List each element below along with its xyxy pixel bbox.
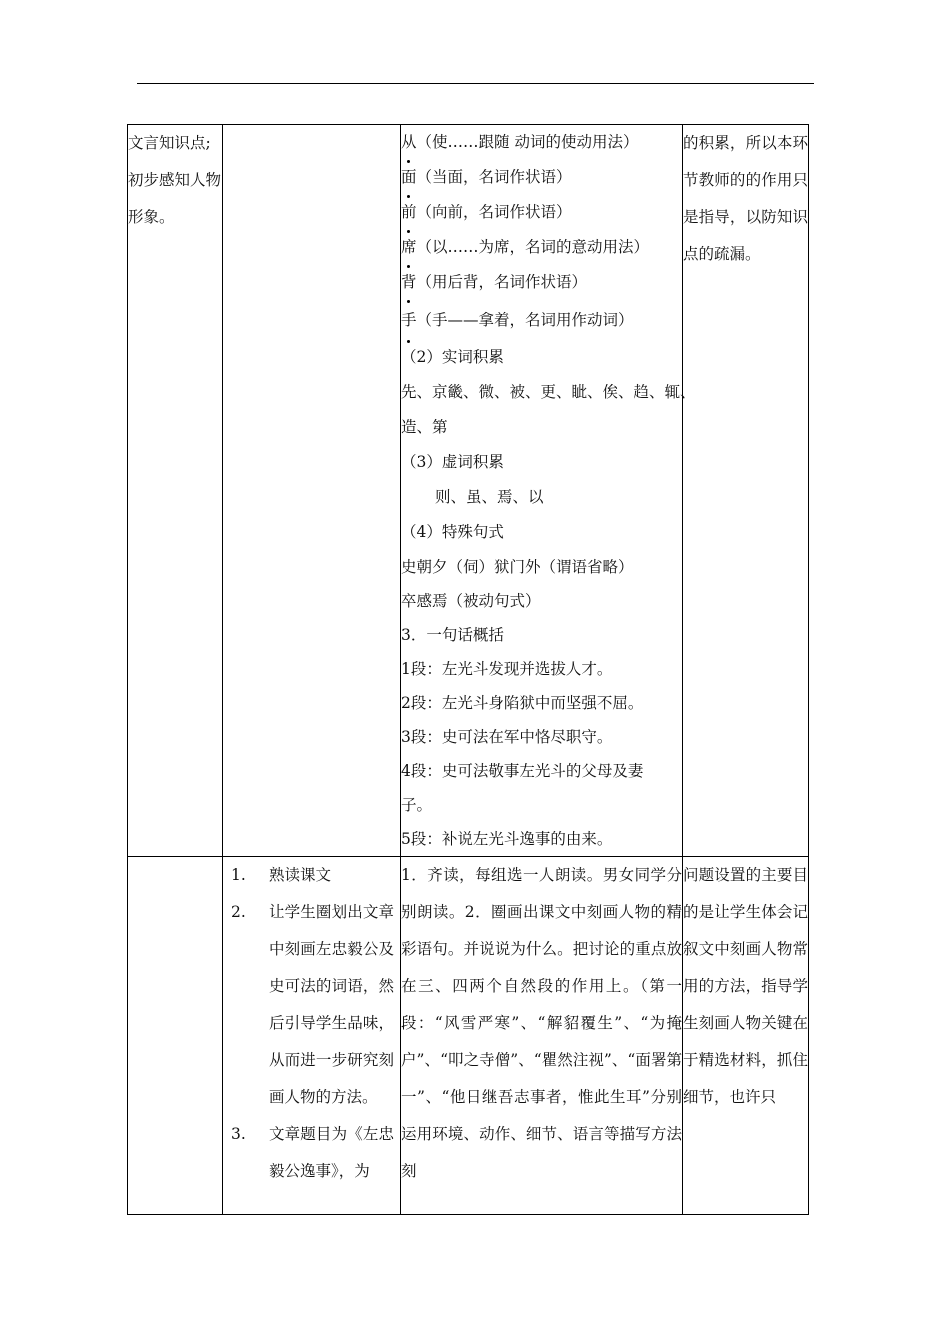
paragraph-summary: 4段：史可法敬事左光斗的父母及妻: [401, 762, 644, 780]
usage-line: 前（向前，名词作状语）: [401, 195, 682, 230]
paragraph-summary: 3段：史可法在军中恪尽职守。: [401, 728, 613, 746]
paragraph-summary: 1段：左光斗发现并选拔人才。: [401, 660, 613, 678]
row2-content-cell: 1．齐读，每组选一人朗读。男女同学分别朗读。2．圈画出课文中刻画人物的精彩语句。并说说为什么。把讨论的重点放在三、四两个自然段的作用上。（第一段：“风雪严寒”、“解貂覆生”、“为掩户”、“叩之寺僧”、“瞿然注视”、“面署第一”、“他日继吾志事者，惟此生耳”分别运用环境、动作、细节、语言等描写方法刻: [401, 857, 683, 1215]
usage-line: 手（手——拿着，名词用作动词）: [401, 300, 682, 340]
row1-note-cell: 的积累，所以本环节教师的的作用只是指导，以防知识点的疏漏。: [683, 125, 809, 857]
teshu-heading: （4）特殊句式: [401, 523, 504, 541]
paragraph-summary: 2段：左光斗身陷狱中而坚强不屈。: [401, 694, 644, 712]
usage-line: 面（当面，名词作状语）: [401, 160, 682, 195]
summary-heading: 3．一句话概括: [401, 626, 504, 644]
shici-heading: （2）实词积累: [401, 348, 504, 366]
row1-objective-cell: 文言知识点;初步感知人物形象。: [128, 125, 223, 857]
row1-content-cell: [401, 125, 696, 857]
shici-line: 先、京畿、微、被、更、眦、俟、趋、辄、: [401, 383, 696, 401]
usage-line: 席（以……为席，名词的意动用法）: [401, 230, 682, 265]
teshu-example: 卒感焉（被动句式）: [401, 592, 541, 610]
paragraph-summary: 子。: [401, 796, 433, 814]
header-rule: [137, 83, 814, 84]
paragraph-summary: 5段：补说左光斗逸事的由来。: [401, 830, 613, 848]
xuci-words: 则、虽、焉、以: [435, 488, 544, 506]
list-item: 3. 文章题目为《左忠毅公逸事》，为: [231, 1125, 394, 1180]
usage-line: 背（用后背，名词作状语）: [401, 265, 682, 300]
list-item: 1. 熟读课文: [231, 866, 332, 884]
row2-objective-cell: [128, 857, 223, 1215]
table-row: [128, 125, 809, 857]
table-row: [128, 857, 809, 1215]
xuci-heading: （3）虚词积累: [401, 453, 504, 471]
row2-activity-cell: [223, 857, 401, 1215]
row2-note-cell: 问题设置的主要目的是让学生体会记叙文中刻画人物常用的方法，指导学生刻画人物关键在于精选材料，抓住细节，也许只: [683, 857, 809, 1215]
lesson-plan-table: [127, 124, 809, 1215]
shici-line: 造、第: [401, 418, 448, 436]
row1-activity-cell: [223, 125, 401, 857]
teshu-example: 史朝夕（伺）狱门外（谓语省略）: [401, 558, 634, 576]
list-item: 2. 让学生圈划出文章中刻画左忠毅公及史可法的词语，然后引导学生品味，从而进一步研究刻画人物的方法。: [231, 903, 394, 1106]
usage-line: 从（使……跟随 动词的使动用法）: [401, 125, 682, 160]
